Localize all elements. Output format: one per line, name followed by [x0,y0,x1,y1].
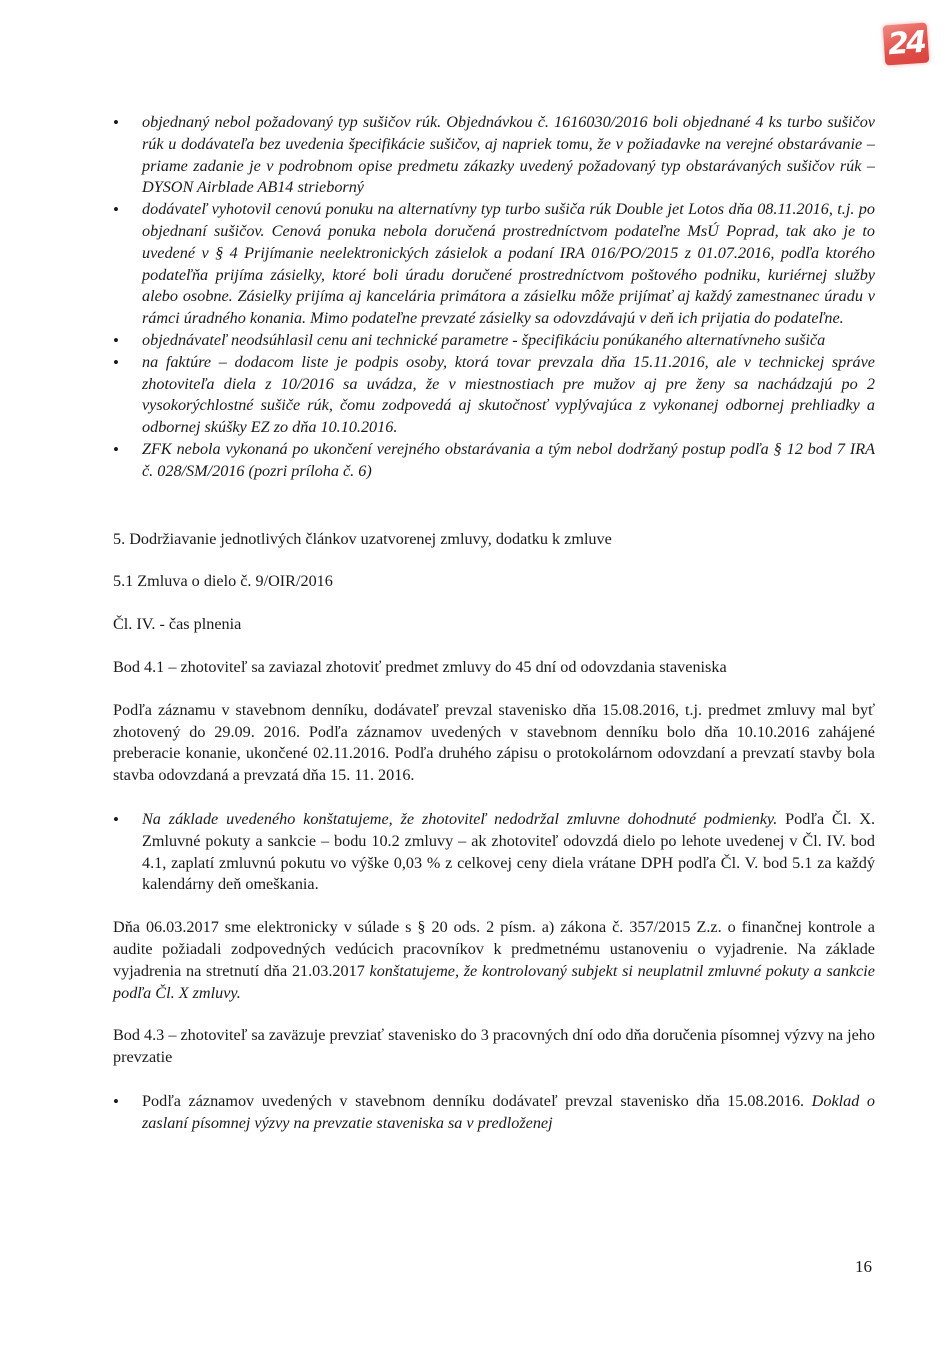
penalty-list [113,809,875,896]
finding-italic: Na základe uvedeného konštatujeme, že zhotoviteľ nedodržal zmluvne dohodnuté podmienky. [142,809,778,828]
clause-4-1: Bod 4.1 – zhotoviteľ sa zaviazal zhotoviť predmet zmluvy do 45 dní od odovzdania staveniska [113,657,727,676]
finding-text: Podľa záznamov uvedených v stavebnom denníku dodávateľ prevzal stavenisko dňa 15.08.2016. [142,1091,812,1110]
paragraph-request [113,917,875,1004]
findings-list [113,112,875,483]
list-item [113,809,875,896]
list-item: • na faktúre – dodacom liste je podpis osoby, ktorá tovar prevzala dňa 15.11.2016, ale v technickej správe zhotoviteľa diela z 10/2016 sa uvádza, že v miestnostiach pre mužov aj pre ženy sa nachádzajú po 2 vysokorýchlostné sušiče rúk, čomu zodpovedá aj skutočnosť vyplývajúca z vykonanej odbornej prehliadky a odbornej skúšky EZ zo dňa 10.10.2016. [113,352,875,439]
finding-text: Podľa Čl. X. Zmluvné pokuty a sankcie – bodu 10.2 zmluvy – ak zhotoviteľ odovzdá dielo po lehote uvedenej v Čl. IV. bod 4.1, zaplatí zmluvnú pokutu vo výške 0,03 % z celkovej ceny diela vrátane DPH podľa Čl. V. bod 5.1 za každý kalendárny deň omeškania. [142,809,875,894]
paragraph-construction-diary: Podľa záznamu v stavebnom denníku, dodávateľ prevzal stavenisko dňa 15.08.2016, t.j. predmet zmluvy mal byť zhotovený do 29.09. 2016. Podľa záznamov uvedených v stavebnom denníku bolo dňa 10.10.2016 zahájené preberacie konanie, ukončené 02.11.2016. Podľa druhého zápisu o protokolárnom odovzdaní a prevzatí stavby bola stavba odovzdaná a prevzatá dňa 15. 11. 2016. [113,700,875,785]
finding-italic: Doklad o zaslaní písomnej výzvy na prevzatie staveniska sa v predloženej [142,1091,875,1132]
article-heading: Čl. IV. - čas plnenia [113,615,242,634]
site-logo [883,23,930,66]
list-item: • dodávateľ vyhotovil cenovú ponuku na alternatívny typ turbo sušiča rúk Double jet Lotos dňa 08.11.2016, t.j. po objednaní sušičov. Cenová ponuka nebola doručená prostredníctvom podateľne MsÚ Poprad, tak ako je to uvedené v § 4 Prijímanie neelektronických zásielok a podaní IRA 016/PO/2015 z 01.07.2016, podľa ktorého podateľňa prijíma zásielky, ktoré boli úradu doručené prostredníctvom poštového podniku, kuriérnej služby alebo osobne. Zásielky prijíma aj kancelária primátora a zásielku môže prijímať aj každý zamestnanec úradu v rámci úradného konania. Mimo podateľne prevzaté zásielky sa odovzdávajú v deň ich prijatia do podateľne. [113,199,875,330]
list-item: • ZFK nebola vykonaná po ukončení verejného obstarávania a tým nebol dodržaný postup podľa § 12 bod 7 IRA č. 028/SM/2016 (pozri príloha č. 6) [113,439,875,483]
page-number: 16 [855,1257,872,1276]
list-item [113,1091,875,1135]
paragraph-conclusion: konštatujeme, že kontrolovaný subjekt si neuplatnil zmluvné pokuty a sankcie podľa Čl. X zmluvy. [113,961,875,1002]
list-item: • objednaný nebol požadovaný typ sušičov rúk. Objednávkou č. 1616030/2016 boli objednané 4 ks turbo sušičov rúk u dodávateľa bez uvedenia špecifikácie sušičov, aj napriek tomu, že v požiadavke na verejné obstarávanie – priame zadanie je v podrobnom opise predmetu zákazky uvedený požadovaný typ obstarávaných sušičov rúk – DYSON Airblade AB14 strieborný [113,112,875,199]
subsection-heading: 5.1 Zmluva o dielo č. 9/OIR/2016 [113,572,333,591]
clause-4-3: Bod 4.3 – zhotoviteľ sa zaväzuje prevziať stavenisko do 3 pracovných dní odo dňa doručenia písomnej výzvy na jeho prevzatie [113,1026,875,1067]
paragraph-text: Dňa 06.03.2017 sme elektronicky v súlade s § 20 ods. 2 písm. a) zákona č. 357/2015 Z.z. o finančnej kontrole a audite požiadali zodpovedných vedúcich pracovníkov k predmetnému ustanoveniu o vyjadrenie. Na základe vyjadrenia na stretnutí dňa 21.03.2017 [113,918,875,980]
document-page [113,112,875,1134]
logo-text: 24 [886,24,926,63]
list-item: • objednávateľ neodsúhlasil cenu ani technické parametre - špecifikáciu ponúkaného alternatívneho sušiča [113,330,875,352]
section-heading: 5. Dodržiavanie jednotlivých článkov uzatvorenej zmluvy, dodatku k zmluve [113,529,612,548]
site-takeover-list [113,1091,875,1135]
